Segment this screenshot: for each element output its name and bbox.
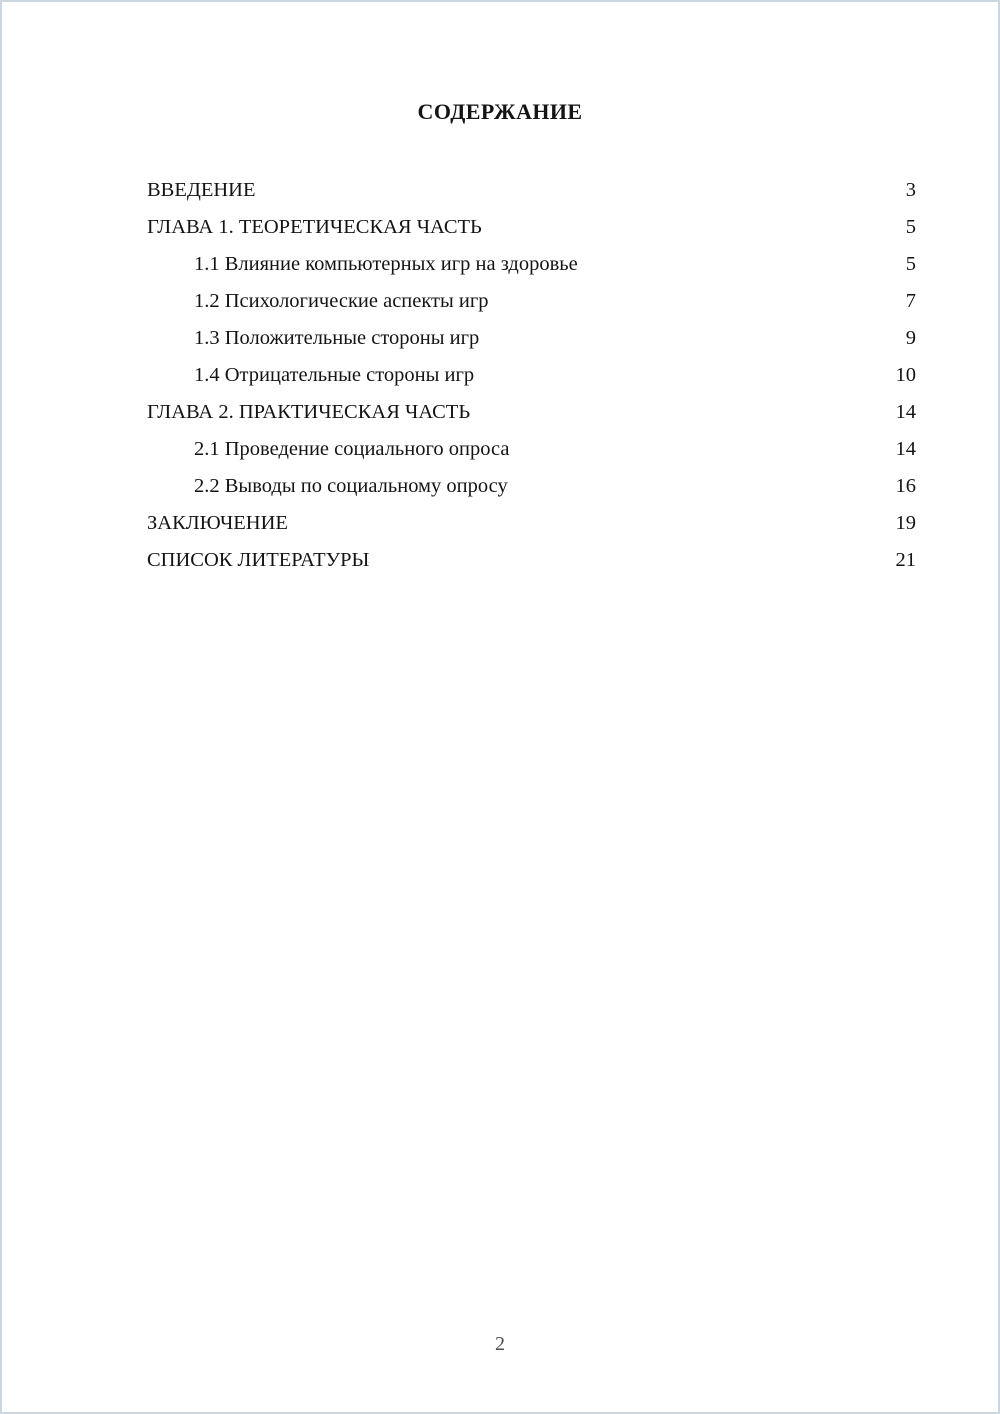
- table-of-contents: [2, 172, 998, 579]
- toc-entry-page: 21: [895, 549, 916, 571]
- toc-entry: [147, 468, 916, 505]
- toc-entry-label: ГЛАВА 2. ПРАКТИЧЕСКАЯ ЧАСТЬ: [147, 401, 471, 423]
- toc-entry-page: 5: [905, 253, 916, 275]
- toc-entry: [147, 246, 916, 283]
- toc-entry: [147, 172, 916, 209]
- page-title: СОДЕРЖАНИЕ: [417, 99, 583, 124]
- toc-entry-page: 14: [895, 401, 916, 423]
- toc-entry-page: 5: [905, 216, 916, 238]
- toc-entry-label: ГЛАВА 1. ТЕОРЕТИЧЕСКАЯ ЧАСТЬ: [147, 216, 482, 238]
- toc-entry-label: 1.2 Психологические аспекты игр: [194, 290, 489, 312]
- toc-entry: [147, 320, 916, 357]
- toc-entry-page: 16: [895, 475, 916, 497]
- toc-entry-page: 7: [905, 290, 916, 312]
- toc-entry-page: 19: [895, 512, 916, 534]
- toc-entry-page: 10: [895, 364, 916, 386]
- toc-entry-label: 2.1 Проведение социального опроса: [194, 438, 510, 460]
- toc-entry: [147, 283, 916, 320]
- toc-entry-label: ЗАКЛЮЧЕНИЕ: [147, 512, 288, 534]
- toc-entry: [147, 209, 916, 246]
- toc-entry: [147, 357, 916, 394]
- toc-entry: [147, 394, 916, 431]
- toc-entry-label: СПИСОК ЛИТЕРАТУРЫ: [147, 549, 370, 571]
- toc-entry: [147, 505, 916, 542]
- toc-entry-label: 1.1 Влияние компьютерных игр на здоровье: [194, 253, 578, 275]
- toc-entry-page: 14: [895, 438, 916, 460]
- toc-entry-label: 1.3 Положительные стороны игр: [194, 327, 480, 349]
- toc-entry-page: 9: [905, 327, 916, 349]
- page-number: 2: [495, 1333, 505, 1355]
- toc-entry-label: ВВЕДЕНИЕ: [147, 179, 256, 201]
- toc-entry-label: 1.4 Отрицательные стороны игр: [194, 364, 475, 386]
- toc-entry: [147, 542, 916, 579]
- toc-entry: [147, 431, 916, 468]
- toc-entry-page: 3: [905, 179, 916, 201]
- toc-entry-label: 2.2 Выводы по социальному опросу: [194, 475, 508, 497]
